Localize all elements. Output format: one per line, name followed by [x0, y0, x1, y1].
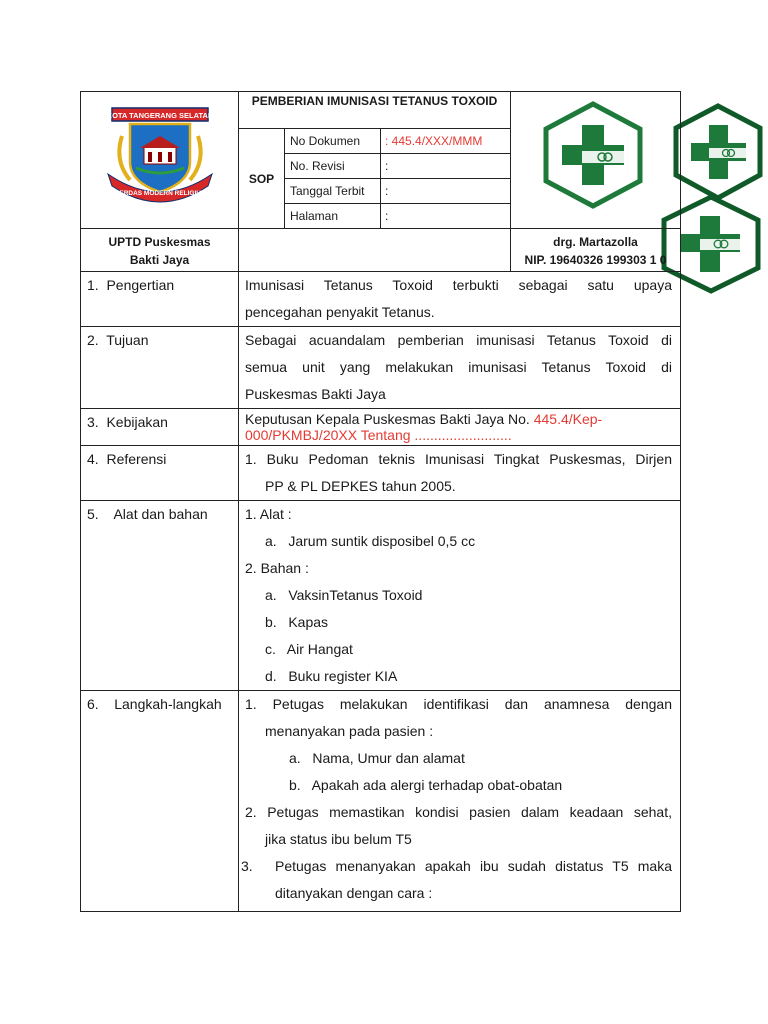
sop-header-table — [80, 91, 681, 272]
empty-cell — [239, 229, 511, 272]
pengertian-line-2: pencegahan penyakit Tetanus. — [245, 304, 435, 320]
meta-value-tanggal-terbit: : — [381, 179, 511, 204]
section-row-alat-bahan — [81, 501, 681, 691]
alat-heading: 1. Alat : — [245, 506, 292, 522]
pengertian-line-1: Imunisasi Tetanus Toxoid terbukti sebagai satu upaya — [245, 277, 672, 293]
bahan-item: c. Air Hangat — [265, 641, 353, 657]
logo-placeholder-cell — [511, 92, 681, 229]
tujuan-line-3: Puskesmas Bakti Jaya — [245, 386, 386, 402]
kebijakan-text: Keputusan Kepala Puskesmas Bakti Jaya No. — [245, 411, 534, 427]
section-content-tujuan — [239, 327, 681, 409]
document-title: PEMBERIAN IMUNISASI TETANUS TOXOID — [239, 92, 511, 129]
puskesmas-logo-small-top — [672, 103, 764, 201]
signer-cell — [511, 229, 681, 272]
bahan-item: b. Kapas — [265, 614, 329, 630]
section-row-langkah — [81, 691, 681, 912]
referensi-line-1: 1. Buku Pedoman teknis Imunisasi Tingkat Puskesmas, Dirjen — [245, 451, 672, 467]
section-label-pengertian: 1. Pengertian — [81, 272, 239, 327]
meta-label-tanggal-terbit: Tanggal Terbit — [285, 179, 381, 204]
city-emblem-icon — [100, 106, 220, 206]
bahan-heading: 2. Bahan : — [245, 560, 309, 576]
section-label-alat-bahan: 5. Alat dan bahan — [81, 501, 239, 691]
org-line-1: UPTD Puskesmas — [108, 235, 211, 249]
section-label-langkah: 6. Langkah-langkah — [81, 691, 239, 912]
bahan-item: d. Buku register KIA — [265, 668, 398, 684]
bahan-item: a. VaksinTetanus Toxoid — [265, 587, 423, 603]
section-row-pengertian — [81, 272, 681, 327]
meta-value-no-dokumen: : 445.4/XXX/MMM — [381, 129, 511, 154]
section-content-langkah — [239, 691, 681, 912]
section-content-alat-bahan — [239, 501, 681, 691]
org-name-cell — [81, 229, 239, 272]
langkah-3-line-2: ditanyakan dengan cara : — [275, 885, 433, 901]
langkah-1-line-2: menanyakan pada pasien : — [265, 723, 434, 739]
signer-nip: NIP. 19640326 199303 1 0 — [524, 253, 667, 267]
langkah-3-line-1 — [241, 853, 672, 880]
sop-document — [80, 91, 680, 912]
section-content-pengertian — [239, 272, 681, 327]
langkah-1-sub-a: a. Nama, Umur dan alamat — [289, 750, 465, 766]
sop-body-table — [80, 271, 681, 912]
logo-motto-text: CERDAS MODERN RELIGIUS — [114, 190, 206, 197]
meta-label-no-revisi: No. Revisi — [285, 154, 381, 179]
kebijakan-decree-title: 000/PKMBJ/20XX Tentang ......................... — [245, 427, 512, 443]
city-logo-cell — [81, 92, 239, 229]
sop-label: SOP — [239, 129, 285, 229]
meta-value-halaman: : — [381, 204, 511, 229]
section-row-referensi — [81, 446, 681, 501]
alat-item: a. Jarum suntik disposibel 0,5 cc — [265, 533, 476, 549]
section-content-referensi — [239, 446, 681, 501]
kebijakan-decree-number: 445.4/Kep- — [533, 411, 603, 427]
langkah-3-text: Petugas menanyakan apakah ibu sudah distatus T5 maka — [275, 858, 672, 874]
section-label-tujuan: 2. Tujuan — [81, 327, 239, 409]
signer-name: drg. Martazolla — [553, 235, 638, 249]
meta-label-no-dokumen: No Dokumen — [285, 129, 381, 154]
section-content-kebijakan — [239, 409, 681, 446]
langkah-3-number: 3. — [241, 858, 253, 874]
section-row-tujuan — [81, 327, 681, 409]
section-label-referensi: 4. Referensi — [81, 446, 239, 501]
langkah-1-line-1: 1. Petugas melakukan identifikasi dan anamnesa dengan — [245, 696, 672, 712]
meta-value-no-revisi: : — [381, 154, 511, 179]
meta-label-halaman: Halaman — [285, 204, 381, 229]
section-row-kebijakan — [81, 409, 681, 446]
tujuan-line-2: semua unit yang melakukan imunisasi Tetanus Toxoid di — [245, 359, 672, 375]
langkah-1-sub-b: b. Apakah ada alergi terhadap obat-obatan — [289, 777, 563, 793]
tujuan-line-1: Sebagai acuandalam pemberian imunisasi Tetanus Toxoid di — [245, 332, 672, 348]
langkah-2-line-2: jika status ibu belum T5 — [265, 831, 412, 847]
logo-banner-text: KOTA TANGERANG SELATAN — [106, 111, 214, 120]
org-line-2: Bakti Jaya — [129, 253, 190, 267]
langkah-2-line-1: 2. Petugas memastikan kondisi pasien dalam keadaan sehat, — [245, 804, 672, 820]
section-label-kebijakan: 3. Kebijakan — [81, 409, 239, 446]
referensi-line-2: PP & PL DEPKES tahun 2005. — [265, 478, 456, 494]
